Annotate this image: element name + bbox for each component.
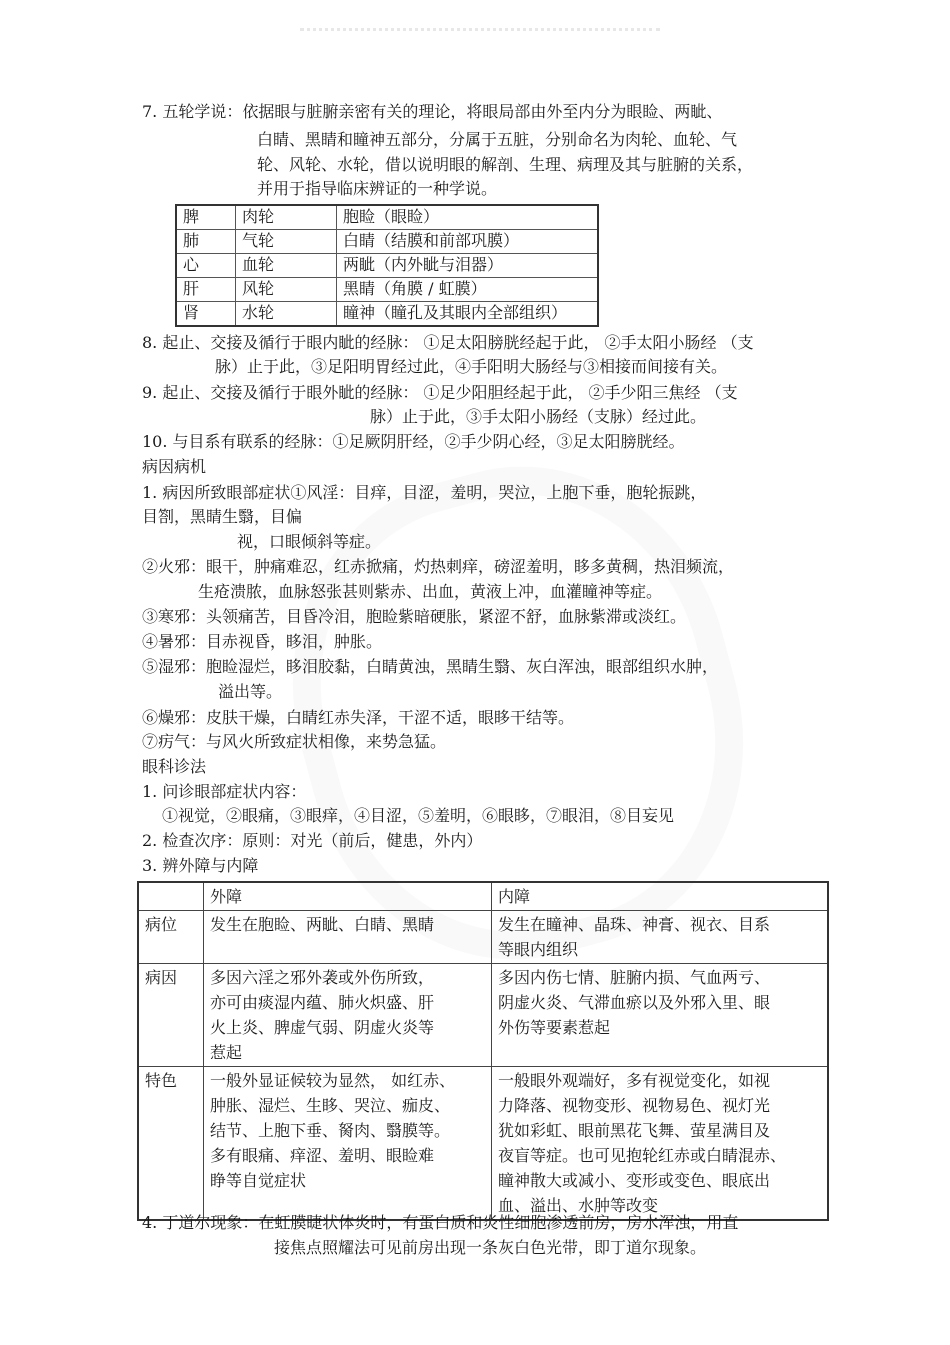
part-cell: 胞睑（眼睑） (337, 205, 599, 230)
cell-line: 多因内伤七情、脏腑内损、气血两亏、 (498, 968, 771, 987)
table-row (176, 205, 598, 230)
cell-line: 结节、上胞下垂、胬肉、翳膜等。 (210, 1121, 451, 1140)
dry-line: ⑥燥邪：皮肤干燥，白睛红赤失泽，干涩不适，眼眵干结等。 (142, 708, 575, 727)
table-row (176, 278, 598, 302)
cell-line: 惹起 (210, 1043, 243, 1062)
diag-q1-items: ①视觉，②眼痛，③眼痒，④目涩，⑤羞明，⑥眼眵，⑦眼泪，⑧目妄见 (162, 806, 675, 825)
cell-line: 发生在胞睑、两眦、白睛、黑睛 (210, 915, 435, 934)
row-label: 特色 (138, 1067, 204, 1221)
table-row (176, 230, 598, 254)
row-label: 病位 (138, 911, 204, 964)
cell-line: 多有眼痛、痒涩、羞明、眼睑难 (210, 1146, 435, 1165)
summer-line: ④暑邪：目赤视昏，眵泪，肿胀。 (142, 632, 383, 651)
five-wheels-table (175, 204, 599, 327)
cell-line: 睁等自觉症状 (210, 1171, 307, 1190)
part-cell: 两眦（内外眦与泪器） (337, 254, 599, 278)
plague-line: ⑦疠气：与风火所致症状相像，来势急猛。 (142, 732, 447, 751)
cell-line: 夜盲等症。也可见抱轮红赤或白睛混赤、 (498, 1146, 787, 1165)
cell-line: 亦可由痰湿内蕴、肺火炽盛、肝 (210, 993, 435, 1012)
wulun-text-line4: 并用于指导临床辨证的一种学说。 (257, 179, 498, 198)
wind-line3: 视，口眼倾斜等症。 (237, 532, 382, 551)
tyndall-line1: 4. 丁道尔现象：在虹膜睫状体炎时，有蛋白质和炎性细胞渗透前房，房水浑浊，用直 (142, 1213, 739, 1232)
wulun-text-line2: 白睛、黑睛和瞳神五部分，分属于五脏，分别命名为肉轮、血轮、气 (257, 130, 738, 149)
part-cell: 黑睛（角膜 / 虹膜） (337, 278, 599, 302)
item8-line2: 脉）止于此，③足阳明胃经过此，④手阳明大肠经与③相接而间接有关。 (215, 357, 728, 376)
diag-q3: 3. 辨外障与内障 (142, 856, 259, 875)
fire-line1: ②火邪：眼干，肿痛难忍，红赤掀痛，灼热刺痒，磅涩羞明，眵多黄稠，热泪频流， (142, 557, 735, 576)
inner-cell (492, 1067, 829, 1221)
diag-q1: 1. 问诊眼部症状内容： (142, 782, 307, 801)
damp-line1: ⑤湿邪：胞睑湿烂，眵泪胶黏，白睛黄浊，黑睛生翳、灰白浑浊，眼部组织水肿， (142, 657, 719, 676)
organ-cell: 脾 (176, 205, 236, 230)
organ-cell: 肺 (176, 230, 236, 254)
inner-cell (492, 911, 829, 964)
cell-line: 一般眼外观端好，多有视觉变化，如视 (498, 1071, 771, 1090)
outer-cell (204, 911, 492, 964)
wheel-cell: 风轮 (236, 278, 337, 302)
table-row (138, 911, 828, 964)
cold-line: ③寒邪：头领痛苦，目昏冷泪，胞睑紫暗硬胀，紧涩不舒，血脉紫滞或淡红。 (142, 607, 687, 626)
cell-line: 肿胀、湿烂、生眵、哭泣、痂皮、 (210, 1096, 451, 1115)
part-cell: 瞳神（瞳孔及其眼内全部组织） (337, 302, 599, 327)
item10-text: 10. 与目系有联系的经脉：①足厥阴肝经，②手少阴心经，③足太阳膀胱经。 (142, 432, 685, 451)
cell-line: 力降落、视物变形、视物易色、视灯光 (498, 1096, 771, 1115)
cell-line: 等眼内组织 (498, 940, 579, 959)
cell-line: 阴虚火炎、气滞血瘀以及外邪入里、眼 (498, 993, 771, 1012)
inner-cell (492, 964, 829, 1067)
wulun-text-line3: 轮、风轮、水轮，借以说明眼的解剖、生理、病理及其与脏腑的关系， (257, 155, 754, 174)
cell-line: 一般外显证候较为显然， 如红赤、 (210, 1071, 456, 1090)
outer-cell (204, 964, 492, 1067)
header-cell: 内障 (492, 882, 829, 911)
diag-q2: 2. 检查次序：原则：对光（前后，健患，外内） (142, 831, 483, 850)
section-heading-diagnosis: 眼科诊法 (142, 757, 207, 776)
section-heading-pathogen: 病因病机 (142, 457, 207, 476)
organ-cell: 肝 (176, 278, 236, 302)
organ-cell: 肾 (176, 302, 236, 327)
table-row (176, 254, 598, 278)
header-cell (138, 882, 204, 911)
damp-line2: 溢出等。 (218, 682, 283, 701)
table-row (138, 1067, 828, 1221)
item8-line1: 8. 起止、交接及循行于眼内眦的经脉： ①足太阳膀胱经起于此， ②手太阳小肠经 （支 (142, 333, 754, 352)
table-row (176, 302, 598, 327)
outer-inner-obstruction-table (137, 881, 829, 1221)
cell-line: 火上炎、脾虚气弱、阴虚火炎等 (210, 1018, 435, 1037)
cell-line: 血、溢出、水肿等改变 (498, 1196, 659, 1215)
row-label: 病因 (138, 964, 204, 1067)
wheel-cell: 气轮 (236, 230, 337, 254)
item9-line2: 脉）止于此，③手太阳小肠经（支脉）经过此。 (370, 407, 707, 426)
table-header-row (138, 882, 828, 911)
table-row (138, 964, 828, 1067)
cell-line: 发生在瞳神、晶珠、神膏、视衣、目系 (498, 915, 771, 934)
wheel-cell: 肉轮 (236, 205, 337, 230)
wulun-text-line1: 7. 五轮学说：依据眼与脏腑亲密有关的理论，将眼局部由外至内分为眼睑、两眦、 (142, 102, 723, 121)
cell-line: 犹如彩虹、眼前黑花飞舞、萤星满目及 (498, 1121, 771, 1140)
wind-line1: 1. 病因所致眼部症状①风淫：目痒，目涩，羞明，哭泣，上胞下垂，胞轮振跳， (142, 483, 707, 502)
header-cell: 外障 (204, 882, 492, 911)
faint-header-mark (300, 28, 660, 43)
tyndall-line2: 接焦点照耀法可见前房出现一条灰白色光带，即丁道尔现象。 (274, 1238, 707, 1257)
wheel-cell: 血轮 (236, 254, 337, 278)
fire-line2: 生疮溃脓，血脉怒张甚则紫赤、出血，黄液上冲，血灌瞳神等症。 (198, 582, 663, 601)
cell-line: 外伤等要素惹起 (498, 1018, 611, 1037)
wind-line2: 目劄，黑睛生翳，目偏 (142, 507, 303, 526)
item9-line1: 9. 起止、交接及循行于眼外眦的经脉： ①足少阳胆经起于此， ②手少阳三焦经 （支 (142, 383, 738, 402)
wheel-cell: 水轮 (236, 302, 337, 327)
cell-line: 瞳神散大或减小、变形或变色、眼底出 (498, 1171, 771, 1190)
outer-cell (204, 1067, 492, 1221)
organ-cell: 心 (176, 254, 236, 278)
cell-line: 多因六淫之邪外袭或外伤所致， (210, 968, 435, 987)
part-cell: 白睛（结膜和前部巩膜） (337, 230, 599, 254)
